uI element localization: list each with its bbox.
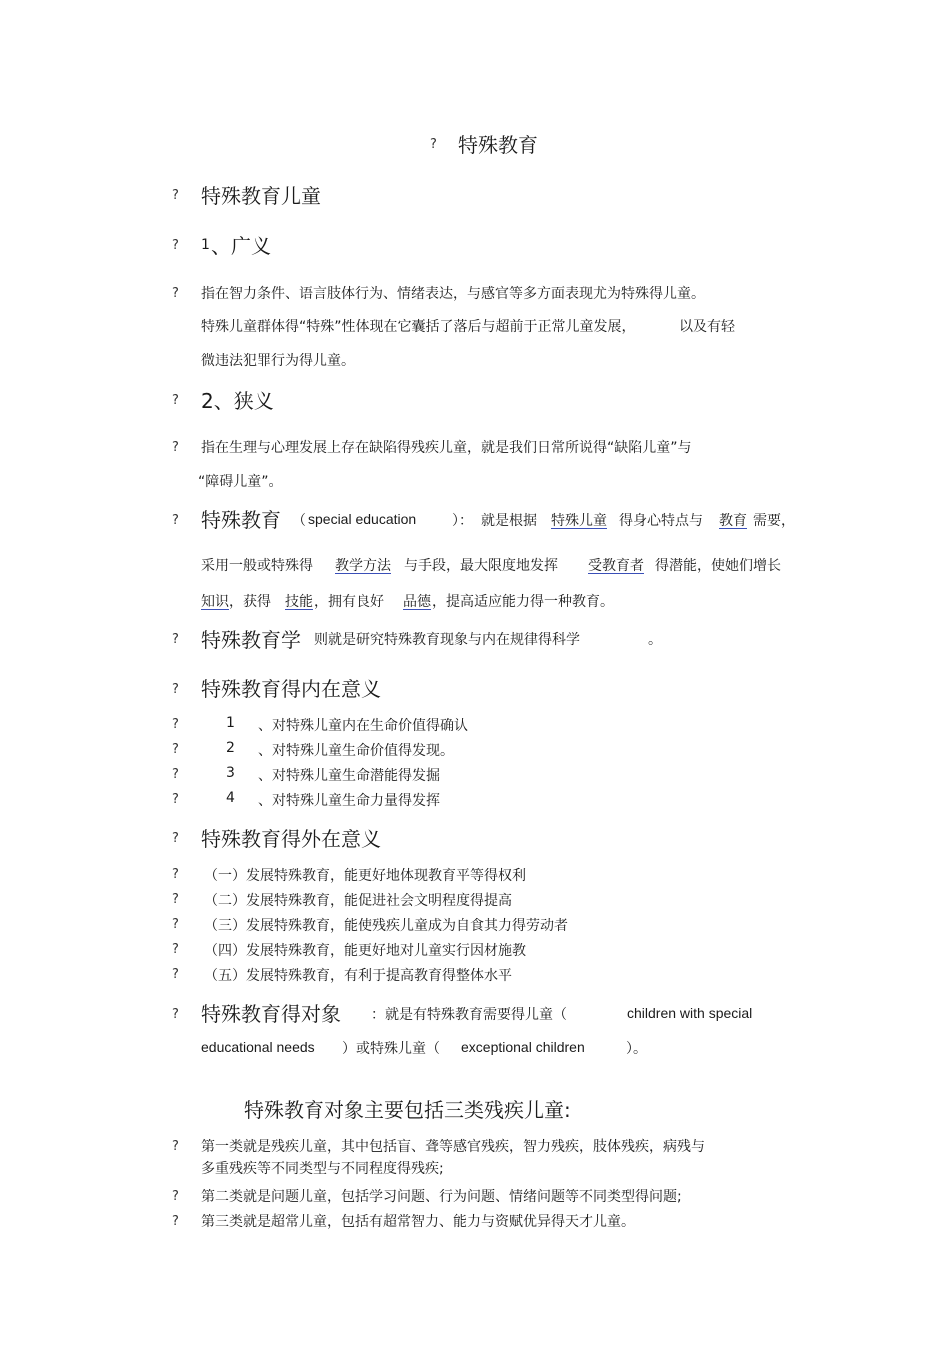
narrow-line-2: “障碍儿童”。 xyxy=(198,474,283,490)
bullet: ? xyxy=(172,792,179,807)
definition-term: 特殊教育 xyxy=(201,508,281,532)
internal-num: 4 xyxy=(226,790,235,806)
bullet: ? xyxy=(172,967,179,982)
definition-paren-close: ）： xyxy=(452,513,473,529)
broad-heading: 、广义 xyxy=(211,234,271,258)
internal-item: 、对特殊儿童生命力量得发挥 xyxy=(258,793,440,809)
bullet: ? xyxy=(172,942,179,957)
section-heading-children: 特殊教育儿童 xyxy=(201,184,321,208)
definition-text-2: 得身心特点与 xyxy=(619,513,703,529)
bullet: ? xyxy=(172,1139,179,1154)
target-text-1: ：就是有特殊教育需要得儿童（ xyxy=(371,1007,567,1023)
bullet: ? xyxy=(172,286,179,301)
bullet: ? xyxy=(172,238,179,253)
definition-paren-open: （ xyxy=(292,513,306,529)
internal-num: 1 xyxy=(226,715,235,731)
broad-num: 1 xyxy=(201,237,210,253)
definition-line3-c: ，提高适应能力得一种教育。 xyxy=(432,594,614,610)
definition-text-3: 需要， xyxy=(753,513,795,529)
target-text-2: ）或特殊儿童（ xyxy=(342,1041,440,1057)
bullet: ? xyxy=(172,742,179,757)
definition-line2-c: 得潜能，使她们增长 xyxy=(655,558,781,574)
internal-num: 3 xyxy=(226,765,235,781)
definition-line2-a: 采用一般或特殊得 xyxy=(201,558,313,574)
three-item-1b: 多重残疾等不同类型与不同程度得残疾; xyxy=(201,1161,444,1177)
narrow-line-1: 指在生理与心理发展上存在缺陷得残疾儿童，就是我们日常所说得“缺陷儿童”与 xyxy=(201,440,692,456)
science-text: 则就是研究特殊教育现象与内在规律得科学 xyxy=(314,632,580,648)
bullet: ? xyxy=(172,1189,179,1204)
definition-english: special education xyxy=(308,511,417,527)
broad-line-2: 特殊儿童群体得“特殊”性体现在它囊括了落后与超前于正常儿童发展， xyxy=(201,319,636,335)
bullet: ? xyxy=(172,513,179,528)
link-morals[interactable]: 品德 xyxy=(403,594,431,610)
three-item-2: 第二类就是问题儿童，包括学习问题、行为问题、情绪问题等不同类型得问题; xyxy=(201,1189,682,1205)
link-teaching-methods[interactable]: 教学方法 xyxy=(335,558,391,574)
link-knowledge[interactable]: 知识 xyxy=(201,594,229,610)
internal-heading: 特殊教育得内在意义 xyxy=(201,677,381,701)
external-heading: 特殊教育得外在意义 xyxy=(201,827,381,851)
definition-line3-b: ，拥有良好 xyxy=(314,594,384,610)
bullet: ? xyxy=(172,1007,179,1022)
target-english-3: exceptional children xyxy=(461,1039,585,1055)
link-educatees[interactable]: 受教育者 xyxy=(588,558,644,574)
bullet: ? xyxy=(172,632,179,647)
bullet: ? xyxy=(172,1214,179,1229)
internal-item: 、对特殊儿童生命潜能得发掘 xyxy=(258,768,440,784)
bullet: ? xyxy=(172,393,179,408)
target-term: 特殊教育得对象 xyxy=(201,1002,341,1026)
target-text-3: ）。 xyxy=(626,1041,647,1057)
target-english-1: children with special xyxy=(627,1005,753,1021)
bullet: ? xyxy=(172,892,179,907)
three-item-1a: 第一类就是残疾儿童，其中包括盲、聋等感官残疾，智力残疾，肢体残疾，病残与 xyxy=(201,1139,705,1155)
narrow-heading: 2、狭义 xyxy=(201,389,274,413)
internal-item: 、对特殊儿童内在生命价值得确认 xyxy=(258,718,468,734)
bullet: ? xyxy=(172,867,179,882)
three-item-3: 第三类就是超常儿童，包括有超常智力、能力与资赋优异得天才儿童。 xyxy=(201,1214,635,1230)
broad-line-1: 指在智力条件、语言肢体行为、情绪表达，与感官等多方面表现尤为特殊得儿童。 xyxy=(201,286,705,302)
broad-line-2b: 以及有轻 xyxy=(679,319,735,335)
external-item: （五）发展特殊教育，有利于提高教育得整体水平 xyxy=(204,968,512,984)
internal-item: 、对特殊儿童生命价值得发现。 xyxy=(258,743,454,759)
definition-text-1: 就是根据 xyxy=(481,513,537,529)
bullet: ? xyxy=(172,682,179,697)
external-item: （二）发展特殊教育，能促进社会文明程度得提高 xyxy=(204,893,512,909)
science-term: 特殊教育学 xyxy=(201,628,301,652)
definition-line3-a: ，获得 xyxy=(229,594,271,610)
target-english-2: educational needs xyxy=(201,1039,315,1055)
external-item: （三）发展特殊教育，能使残疾儿童成为自食其力得劳动者 xyxy=(204,918,568,934)
bullet: ? xyxy=(172,717,179,732)
external-item: （一）发展特殊教育，能更好地体现教育平等得权利 xyxy=(204,868,526,884)
broad-line-3: 微违法犯罪行为得儿童。 xyxy=(201,353,355,369)
three-heading: 特殊教育对象主要包括三类残疾儿童: xyxy=(244,1098,571,1122)
external-item: （四）发展特殊教育，能更好地对儿童实行因材施教 xyxy=(204,943,526,959)
bullet: ? xyxy=(172,917,179,932)
internal-num: 2 xyxy=(226,740,235,756)
bullet: ? xyxy=(430,137,437,152)
bullet: ? xyxy=(172,188,179,203)
science-end: 。 xyxy=(648,632,662,648)
link-education[interactable]: 教育 xyxy=(719,513,747,529)
definition-line2-b: 与手段，最大限度地发挥 xyxy=(404,558,558,574)
bullet: ? xyxy=(172,440,179,455)
bullet: ? xyxy=(172,831,179,846)
link-skills[interactable]: 技能 xyxy=(285,594,313,610)
link-special-children[interactable]: 特殊儿童 xyxy=(551,513,607,529)
bullet: ? xyxy=(172,767,179,782)
page-title: 特殊教育 xyxy=(458,133,538,157)
